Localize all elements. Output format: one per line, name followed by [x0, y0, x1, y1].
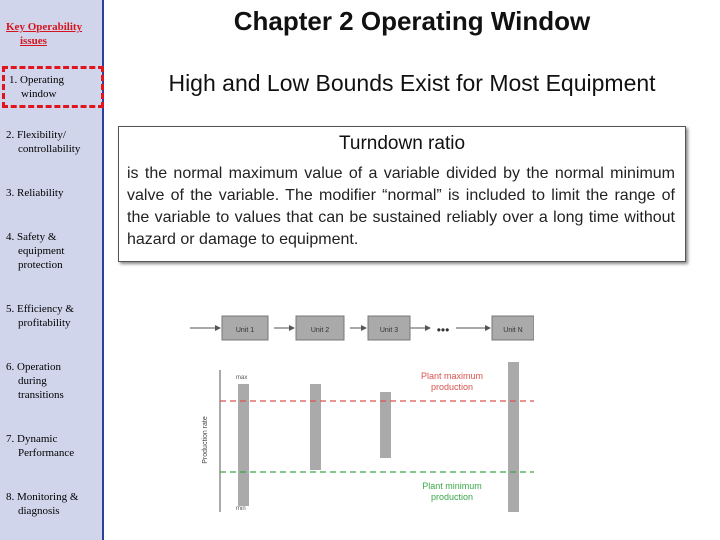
sidebar-item-flexibility[interactable] [6, 128, 100, 156]
sidebar-item-label: window [21, 88, 57, 100]
unit-n-bar [508, 362, 519, 512]
sidebar-item-transitions[interactable] [6, 360, 100, 402]
sidebar-item-label: 6. Operation [6, 361, 61, 373]
sidebar-item-label: 2. Flexibility/ [6, 129, 66, 141]
sidebar-item-label: 3. Reliability [6, 187, 64, 199]
sidebar-item-label: transitions [18, 389, 64, 401]
sidebar-item-monitoring[interactable] [6, 490, 100, 518]
y-axis-label: Production rate [202, 416, 209, 464]
unit-2-bar [310, 384, 321, 470]
sidebar-item-label: 5. Efficiency & [6, 303, 74, 315]
sidebar-item-label: diagnosis [18, 505, 60, 517]
sidebar-item-label: 7. Dynamic [6, 433, 58, 445]
definition-text: is the normal maximum value of a variable divided by the normal minimum valve of the variable. The modifier “normal” is included to limit the range of the variable to values that can be sustained reliably over a long time without hazard or damage to equipment. [127, 165, 675, 248]
sidebar [0, 0, 104, 540]
unit-1-label: Unit 1 [235, 327, 255, 334]
sidebar-item-label: 4. Safety & [6, 231, 57, 243]
sidebar-item-safety[interactable] [6, 230, 100, 272]
definition-box [118, 126, 686, 262]
sidebar-item-label: 1. Operating [9, 74, 64, 86]
sidebar-item-label: profitability [18, 317, 71, 329]
sidebar-item-label: during [18, 375, 47, 387]
page-title: Chapter 2 Operating Window [233, 6, 591, 36]
sidebar-item-label: equipment [18, 245, 65, 257]
sidebar-item-label: controllability [18, 143, 81, 155]
sidebar-item-label: 8. Monitoring & [6, 491, 79, 503]
sidebar-title [6, 20, 100, 48]
sidebar-item-reliability[interactable] [6, 186, 100, 200]
sidebar-item-operating-window[interactable] [2, 66, 104, 108]
plant-max-label-2: production [430, 382, 474, 392]
sidebar-item-dynamic[interactable] [6, 432, 100, 460]
unit-1-bar [238, 384, 249, 506]
definition-term: Turndown ratio [338, 133, 466, 154]
max-label: max [236, 375, 248, 381]
sidebar-title-line1: Key Operability [6, 21, 83, 33]
unit-3-label: Unit 3 [379, 327, 399, 334]
unit-2-label: Unit 2 [310, 327, 330, 334]
sidebar-item-efficiency[interactable] [6, 302, 100, 330]
operating-window-diagram [190, 300, 534, 520]
plant-max-label-1: Plant maximum [420, 371, 484, 381]
units-ellipsis: ••• [436, 323, 450, 337]
plant-min-label-1: Plant minimum [422, 481, 482, 491]
sidebar-item-label: protection [18, 259, 63, 271]
unit-n-label: Unit N [503, 327, 523, 334]
sidebar-title-line2: issues [20, 35, 47, 47]
unit-3-bar [380, 392, 391, 458]
plant-min-label-2: production [430, 492, 474, 502]
min-label: min [236, 506, 246, 512]
page-subtitle: High and Low Bounds Exist for Most Equipment [168, 70, 656, 96]
sidebar-item-label: Performance [18, 447, 75, 459]
diagram-svg [190, 300, 534, 520]
